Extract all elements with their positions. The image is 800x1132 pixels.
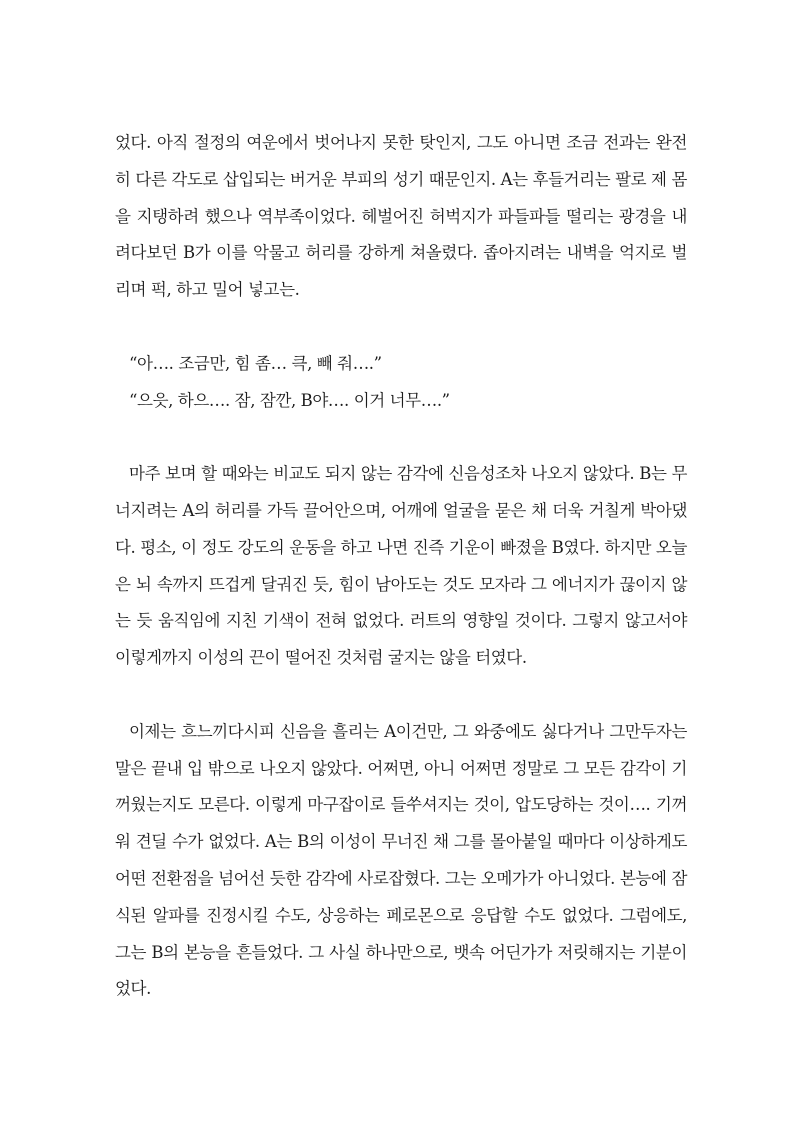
paragraph-3: 이제는 흐느끼다시피 신음을 흘리는 A이건만, 그 와중에도 싫다거나 그만두자는 말은 끝내 입 밖으로 나오지 않았다. 어쩌면, 아니 어쩌면 정말로 그 모든 감각이 기꺼웠는지도 모른다. 이렇게 마구잡이로 들쑤셔지는 것이, 압도당하는 것이…. 기꺼워 견딜 수가 없었다. A는 B의 이성이 무너진 채 그를 몰아붙일 때마다 이상하게도 어떤 전환점을 넘어선 듯한 감각에 사로잡혔다. 그는 오메가가 아니었다. 본능에 잠식된 알파를 진정시킬 수도, 상응하는 페로몬으로 응답할 수도 없었다. 그럼에도, 그는 B의 본능을 흔들었다. 그 사실 하나만으로, 뱃속 어딘가가 저릿해지는 기분이었다. (115, 721, 687, 999)
paragraph-spacer (115, 677, 687, 714)
dialogue-line-1: “아…. 조금만, 힘 좀… 큭, 빼 줘….” (129, 353, 382, 373)
paragraph-2: 마주 보며 할 때와는 비교도 되지 않는 감각에 신음성조차 나오지 않았다. B는 무너지려는 A의 허리를 가득 끌어안으며, 어깨에 얼굴을 묻은 채 더욱 거칠게 박아댔다. 평소, 이 정도 강도의 운동을 하고 나면 진즉 기운이 빠졌을 B였다. 하지만 오늘은 뇌 속까지 뜨겁게 달궈진 듯, 힘이 남아도는 것도 모자라 그 에너지가 끊이지 않는 듯 움직임에 지친 기색이 전혀 없었다. 러트의 영향일 것이다. 그렇지 않고서야 이렇게까지 이성의 끈이 떨어진 것처럼 굴지는 않을 터였다. (115, 464, 687, 668)
body-text (115, 125, 687, 1008)
paragraph-spacer (115, 309, 687, 346)
paragraph-spacer (115, 419, 687, 456)
dialogue-line-2: “으읏, 하으…. 잠, 잠깐, B야…. 이거 너무….” (129, 390, 450, 410)
paragraph-1: 었다. 아직 절정의 여운에서 벗어나지 못한 탓인지, 그도 아니면 조금 전과는 완전히 다른 각도로 삽입되는 버거운 부피의 성기 때문인지. A는 후들거리는 팔로 제 몸을 지탱하려 했으나 역부족이었다. 헤벌어진 허벅지가 파들파들 떨리는 광경을 내려다보던 B가 이를 악물고 허리를 강하게 쳐올렸다. 좁아지려는 내벽을 억지로 벌리며 퍽, 하고 밀어 넣고는. (115, 133, 687, 300)
